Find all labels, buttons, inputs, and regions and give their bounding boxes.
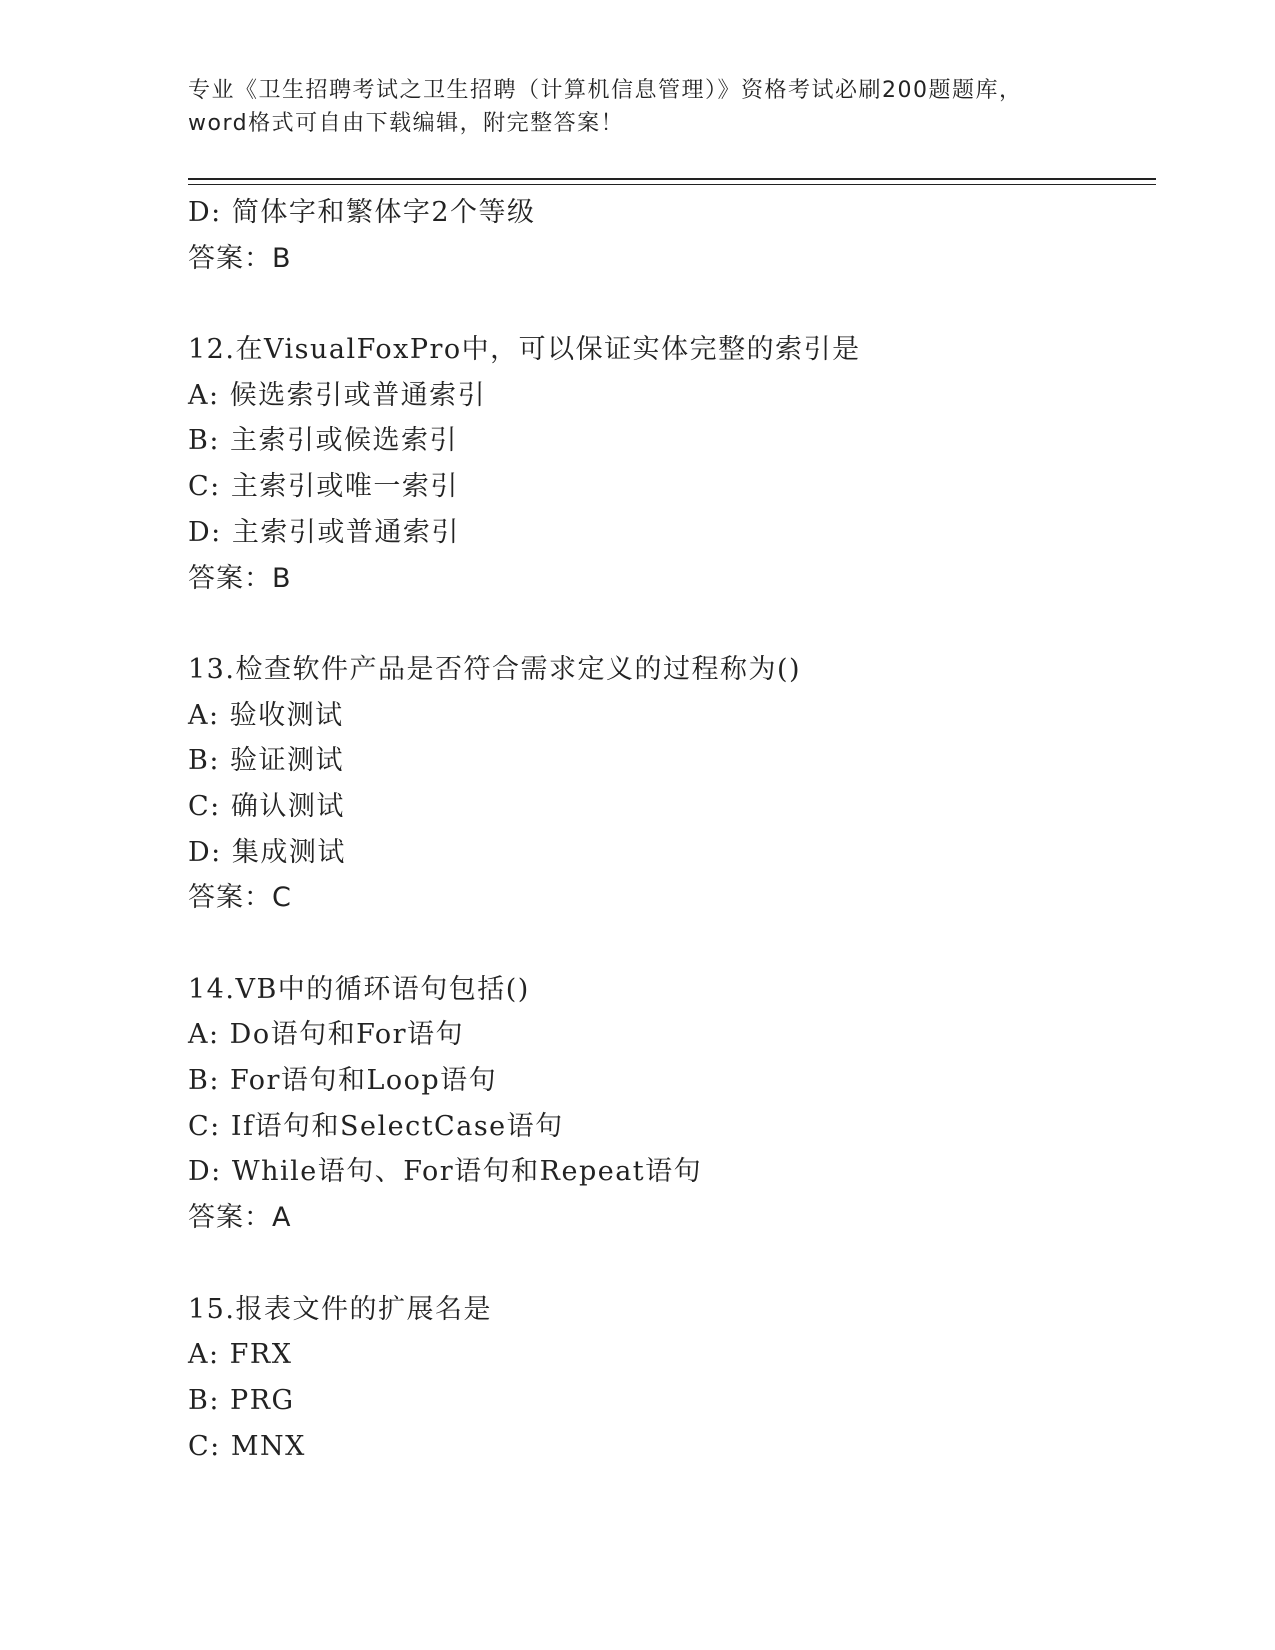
header-divider-thin [188, 184, 1156, 185]
question-14 [188, 967, 1148, 1241]
option-b: B: 验证测试 [188, 745, 345, 777]
question-stem: 14.VB中的循环语句包括() [188, 973, 530, 1005]
header-line-1: 专业《卫生招聘考试之卫生招聘（计算机信息管理）》资格考试必刷200题题库， [188, 78, 1023, 103]
spacer [188, 281, 1148, 327]
question-12 [188, 327, 1148, 601]
header-divider-thick [188, 178, 1156, 180]
option-b: B: PRG [188, 1384, 295, 1416]
answer: 答案：A [188, 1202, 292, 1234]
answer: 答案：C [188, 882, 292, 914]
spacer [188, 921, 1148, 967]
prev-question-option-d: D: 简体字和繁体字2个等级 [188, 197, 536, 228]
option-b: B: 主索引或候选索引 [188, 425, 459, 457]
spacer [188, 1241, 1148, 1287]
question-15 [188, 1287, 1148, 1470]
option-a: A: 候选索引或普通索引 [188, 379, 487, 411]
option-a: A: FRX [188, 1339, 293, 1371]
option-d: D: While语句、For语句和Repeat语句 [188, 1156, 703, 1188]
option-c: C: If语句和SelectCase语句 [188, 1110, 564, 1142]
spacer [188, 601, 1148, 647]
option-d: D: 集成测试 [188, 836, 346, 868]
question-stem: 12.在VisualFoxPro中，可以保证实体完整的索引是 [188, 334, 861, 366]
option-c: C: 主索引或唯一索引 [188, 471, 459, 503]
document-header [188, 74, 1088, 140]
question-stem: 13.检查软件产品是否符合需求定义的过程称为() [188, 653, 802, 685]
question-13 [188, 647, 1148, 921]
option-a: A: 验收测试 [188, 699, 344, 731]
option-a: A: Do语句和For语句 [188, 1019, 464, 1051]
option-d: D: 主索引或普通索引 [188, 516, 460, 548]
option-c: C: MNX [188, 1430, 306, 1462]
prev-question-answer: 答案：B [188, 242, 292, 274]
question-stem: 15.报表文件的扩展名是 [188, 1293, 492, 1325]
header-line-2: word格式可自由下载编辑，附完整答案！ [188, 111, 625, 136]
option-b: B: For语句和Loop语句 [188, 1065, 498, 1097]
option-c: C: 确认测试 [188, 790, 345, 822]
answer: 答案：B [188, 562, 292, 594]
question-list [188, 190, 1148, 1469]
